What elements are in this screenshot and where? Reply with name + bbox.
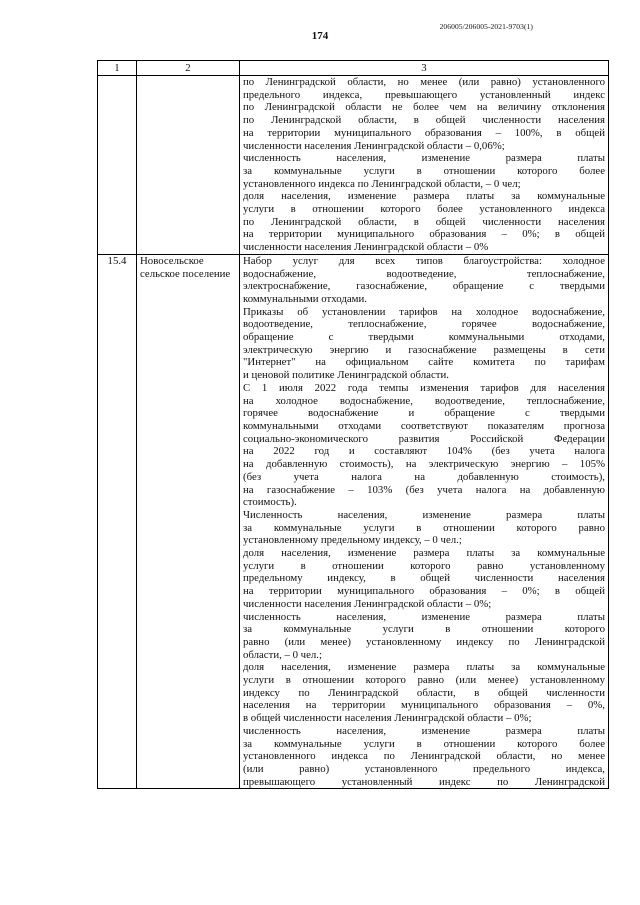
description-line: по Ленинградской области, но менее (или равно) установленного [243, 76, 605, 88]
description-line: предельного индекса, превышающего установленный индекс [243, 88, 605, 101]
description-cell [240, 254, 609, 789]
services-table [97, 60, 609, 789]
description-line: численности населения Ленинградской области – 0% [243, 241, 489, 254]
description-line: горячее водоснабжение и обращение с твердыми [243, 407, 605, 420]
description-line: на территории муниципального образования – 100%, в общей [243, 126, 605, 139]
page-number: 174 [311, 30, 329, 42]
row-number-cell: 15.4 [98, 254, 137, 789]
description-cell [240, 76, 609, 255]
description-line: на газоснабжение – 103% (без учета налога на добавленную [243, 483, 605, 496]
description-line: доля населения, изменение размера платы за коммунальные [243, 661, 605, 674]
description-line: (или равно) установленного предельного индекса, [243, 762, 605, 775]
description-line: по Ленинградской области, в общей численности населения [243, 215, 605, 228]
description-line: Численность населения, изменение размера платы [243, 508, 605, 521]
description-line: Приказы об установлении тарифов на холодное водоснабжение, [243, 305, 605, 318]
description-line: за коммунальные услуги в отношении которого более [243, 164, 605, 177]
description-line: С 1 июля 2022 года темпы изменения тарифов для населения [243, 381, 605, 394]
description-line: превышающего установленный индекс по Ленинградской [243, 775, 605, 788]
description-line: на 2022 год и составляют 104% (без учета налога [243, 445, 605, 458]
description-line: по Ленинградской области, в общей численности населения [243, 114, 605, 127]
description-line: за коммунальные услуги в отношении которого [243, 623, 605, 636]
description-line: стоимость). [243, 496, 297, 509]
description-line: численности населения Ленинградской области – 0,06%; [243, 139, 505, 152]
description-line: электроснабжение, газоснабжение, обращение с твердыми [243, 280, 605, 293]
description-line: индексу по Ленинградской области, в общей численности [243, 686, 605, 699]
table-header-row [98, 61, 609, 76]
description-line: на холодное водоснабжение, водоотведение, теплоснабжение, [243, 394, 605, 407]
description-line: населения на территории муниципального образования – 0%, [243, 699, 605, 712]
description-line: водоотведение, теплоснабжение, горячее водоснабжение, [243, 318, 605, 331]
description-line: установленного индекса по Ленинградской области, – 0 чел; [243, 177, 521, 190]
column-header-3: 3 [240, 61, 609, 76]
description-line: по Ленинградской области не более чем на величину отклонения [243, 101, 605, 114]
description-line: за коммунальные услуги в отношении которого равно [243, 521, 605, 534]
table-row [98, 254, 609, 789]
table-row [98, 76, 609, 255]
description-line: на территории муниципального образования – 0%; в общей [243, 228, 605, 241]
description-line: и ценовой политике Ленинградской области. [243, 369, 449, 382]
description-line: доля населения, изменение размера платы за коммунальные [243, 190, 605, 203]
description-line: Набор услуг для всех типов благоустройства: холодное [243, 254, 605, 267]
description-line: установленного индекса по Ленинградской области, но менее [243, 750, 605, 763]
description-line: коммунальными отходами соответствуют показателям прогноза [243, 419, 605, 432]
description-line: (без учета налога на добавленную стоимость), [243, 470, 605, 483]
description-line: численность населения, изменение размера платы [243, 152, 605, 165]
description-line: в общей численности населения Ленинградской области – 0%; [243, 712, 532, 725]
description-line: численность населения, изменение размера платы [243, 610, 605, 623]
column-header-1: 1 [98, 61, 137, 76]
description-line: установленному предельному индексу, – 0 чел.; [243, 534, 462, 547]
municipality-name-cell: Новосельское сельское поселение [137, 254, 240, 789]
description-line: коммунальными отходами. [243, 292, 367, 305]
description-line: водоснабжение, водоотведение, теплоснабжение, [243, 267, 605, 280]
municipality-name-cell [137, 76, 240, 255]
description-line: услуги в отношении которого более установленного индекса [243, 203, 605, 216]
description-line: услуги в отношении которого равно (или менее) установленному [243, 674, 605, 687]
description-line: за коммунальные услуги в отношении которого более [243, 737, 605, 750]
description-line: области, – 0 чел.; [243, 648, 322, 661]
description-line: обращение с твердыми коммунальными отходами, [243, 331, 605, 344]
description-line: социально-экономического развития Российской Федерации [243, 432, 605, 445]
description-line: электрическую энергию и газоснабжение размещены в сети [243, 343, 605, 356]
row-number-cell [98, 76, 137, 255]
description-line: предельному индексу, в общей численности населения [243, 572, 605, 585]
description-line: численность населения, изменение размера платы [243, 724, 605, 737]
description-line: доля населения, изменение размера платы за коммунальные [243, 547, 605, 560]
description-line: "Интернет" на официальном сайте комитета по тарифам [243, 356, 605, 369]
column-header-2: 2 [137, 61, 240, 76]
description-line: на добавленную стоимость), на электрическую энергию – 105% [243, 458, 605, 471]
description-line: численности населения Ленинградской области – 0%; [243, 597, 492, 610]
description-line: равно (или менее) установленному индексу по Ленинградской [243, 635, 605, 648]
document-id: 206005/206005-2021-9703(1) [439, 22, 533, 31]
description-line: на территории муниципального образования – 0%; в общей [243, 585, 605, 598]
description-line: услуги в отношении которого равно установленному [243, 559, 605, 572]
